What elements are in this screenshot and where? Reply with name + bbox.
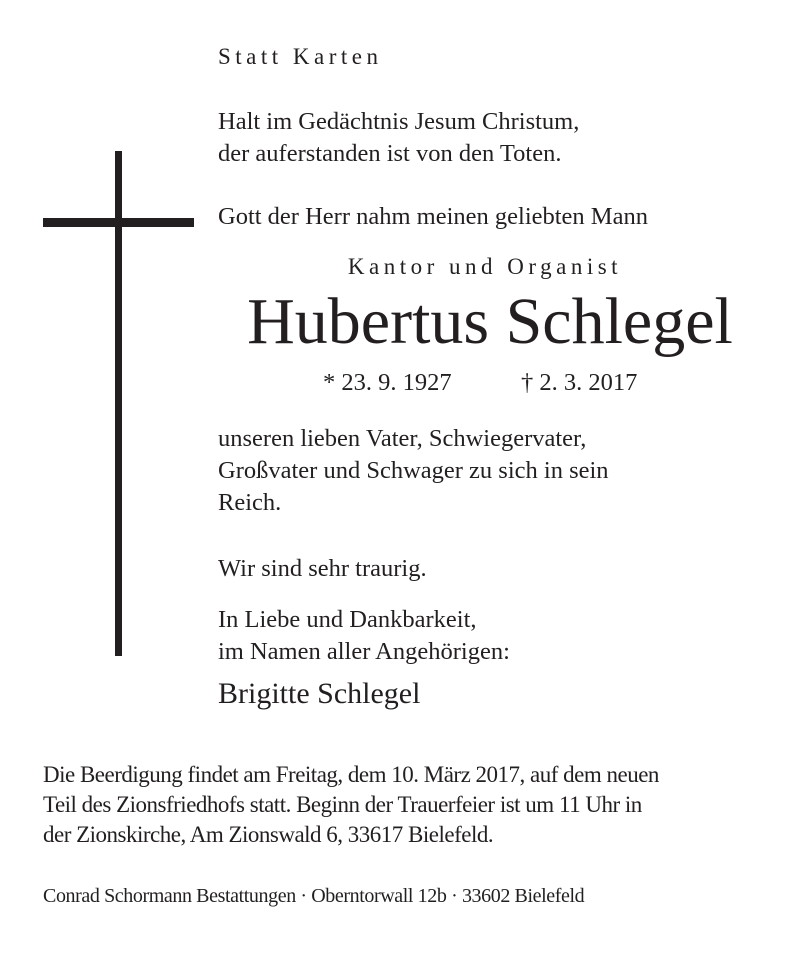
- sorrow-text: Wir sind sehr traurig.: [218, 555, 427, 582]
- closing-line-2: im Namen aller Angehörigen:: [218, 638, 510, 665]
- intro-text: Gott der Herr nahm meinen geliebten Mann: [218, 203, 648, 230]
- relations-line-3: Reich.: [218, 489, 282, 516]
- death-date: † 2. 3. 2017: [521, 369, 638, 396]
- undertaker-footer: Conrad Schormann Bestattungen · Oberntorwall 12b · 33602 Bielefeld: [43, 885, 585, 907]
- funeral-line-2: Teil des Zionsfriedhofs statt. Beginn der Trauerfeier ist um 11 Uhr in: [43, 792, 642, 817]
- deceased-title: Kantor und Organist: [347, 254, 623, 279]
- cross-horizontal-bar: [43, 218, 194, 227]
- relations-line-1: unseren lieben Vater, Schwiegervater,: [218, 425, 587, 452]
- deceased-name: Hubertus Schlegel: [247, 285, 733, 358]
- statt-karten-heading: Statt Karten: [218, 44, 383, 69]
- signatory-name: Brigitte Schlegel: [218, 677, 421, 710]
- bible-verse: [218, 106, 579, 170]
- closing-line-1: In Liebe und Dankbarkeit,: [218, 606, 477, 633]
- verse-line-2: der auferstanden ist von den Toten.: [218, 140, 562, 167]
- closing-text: [218, 604, 510, 668]
- verse-line-1: Halt im Gedächtnis Jesum Christum,: [218, 108, 580, 135]
- relations-text: [218, 423, 609, 519]
- funeral-info: [43, 760, 659, 850]
- funeral-line-3: der Zionskirche, Am Zionswald 6, 33617 Bielefeld.: [43, 822, 494, 847]
- funeral-line-1: Die Beerdigung findet am Freitag, dem 10. März 2017, auf dem neuen: [43, 762, 659, 787]
- relations-line-2: Großvater und Schwager zu sich in sein: [218, 457, 609, 484]
- birth-date: * 23. 9. 1927: [323, 369, 452, 396]
